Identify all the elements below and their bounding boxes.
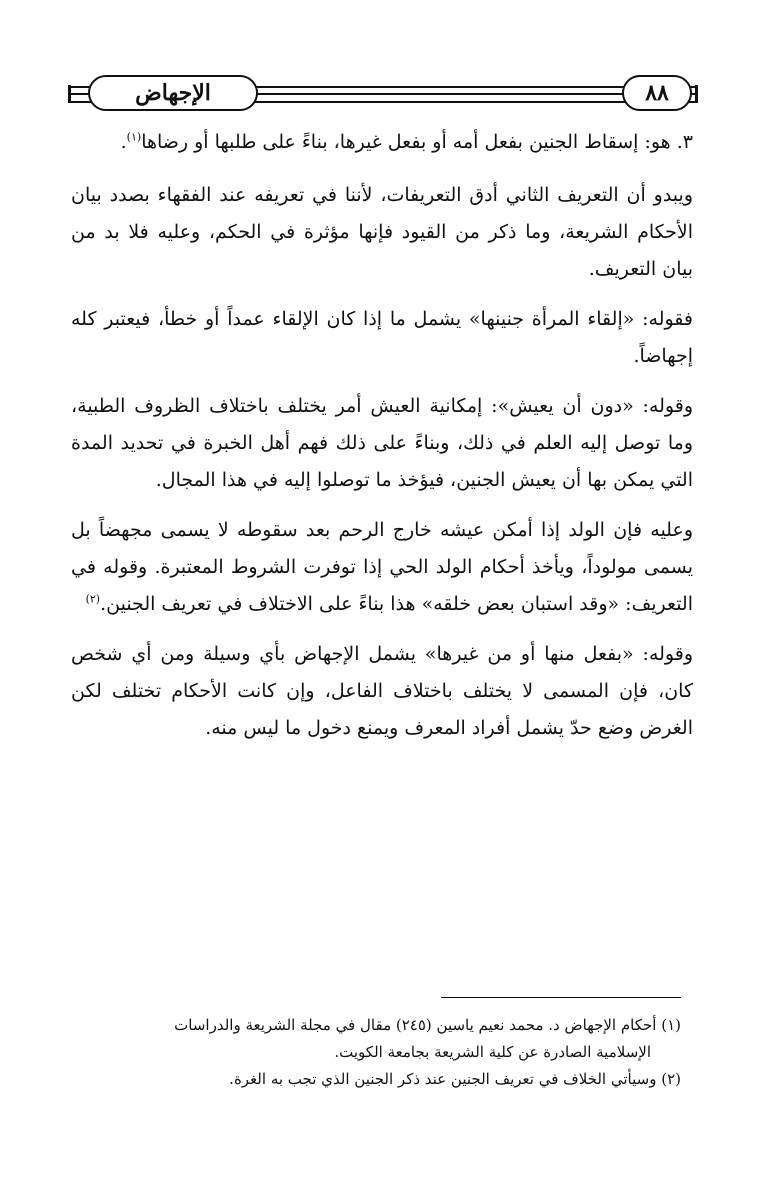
- running-title-frame: [88, 75, 258, 111]
- page-number: ٨٨: [645, 80, 669, 106]
- paragraph-text: ٣. هو: إسقاط الجنين بفعل أمه أو بفعل غيرها، بناءً على طلبها أو رضاها: [141, 131, 693, 153]
- header-end-cap: [68, 85, 71, 103]
- footnotes: [71, 1012, 681, 1093]
- running-title: الإجهاض: [135, 80, 211, 106]
- footnote-1-line-1: (١) أحكام الإجهاض د. محمد نعيم ياسين (٢٤٥) مقال في مجلة الشريعة والدراسات: [174, 1016, 681, 1034]
- page-header: [68, 73, 698, 119]
- header-end-cap: [695, 85, 698, 103]
- footnote-2: (٢) وسيأتي الخلاف في تعريف الجنين عند ذكر الجنين الذي تجب به الغرة.: [229, 1070, 681, 1088]
- paragraph-2: ويبدو أن التعريف الثاني أدق التعريفات، لأننا في تعريفه عند الفقهاء بصدد بيان الأحكام الشريعة، وما ذكر من القيود فإنها مؤثرة في الحكم، وعليه فلا بد من بيان التعريف.: [71, 184, 693, 280]
- paragraph-text: وعليه فإن الولد إذا أمكن عيشه خارج الرحم بعد سقوطه لا يسمى مجهضاً بل يسمى مولوداً، ويأخذ أحكام الولد الحي إذا توفرت الشروط المعتبرة. وقوله في التعريف: «وقد استبان بعض خلقه» هذا بناءً على الاختلاف في تعريف الجنين.: [71, 519, 693, 615]
- footnote-ref-1: (١): [126, 130, 142, 144]
- footnote-ref-2: (٢): [85, 592, 101, 606]
- paragraph-4: وقوله: «دون أن يعيش»: إمكانية العيش أمر يختلف باختلاف الظروف الطبية، وما توصل إليه العلم في ذلك، وبناءً على ذلك فهم أهل الخبرة في تحديد المدة التي يمكن بها أن يعيش الجنين، فيؤخذ ما توصلوا إليه في هذا المجال.: [71, 395, 693, 491]
- paragraph-3: فقوله: «إلقاء المرأة جنينها» يشمل ما إذا كان الإلقاء عمداً أو خطأ، فيعتبر كله إجهاضاً.: [71, 308, 693, 367]
- body-text: [71, 124, 693, 760]
- page-number-frame: [622, 75, 692, 111]
- footnote-1-line-2: الإسلامية الصادرة عن كلية الشريعة بجامعة الكويت.: [334, 1043, 651, 1061]
- paragraph-6: وقوله: «بفعل منها أو من غيرها» يشمل الإجهاض بأي وسيلة ومن أي شخص كان، فإن المسمى لا يختلف باختلاف الفاعل، وإن كانت الأحكام تختلف لكن الغرض وضع حدّ يشمل أفراد المعرف ويمنع دخول ما ليس منه.: [71, 643, 693, 739]
- paragraph-end-mark: .: [120, 131, 127, 153]
- footnote-separator: [441, 997, 681, 998]
- paragraph-5: [71, 512, 693, 623]
- paragraph-definition-3: [71, 124, 693, 161]
